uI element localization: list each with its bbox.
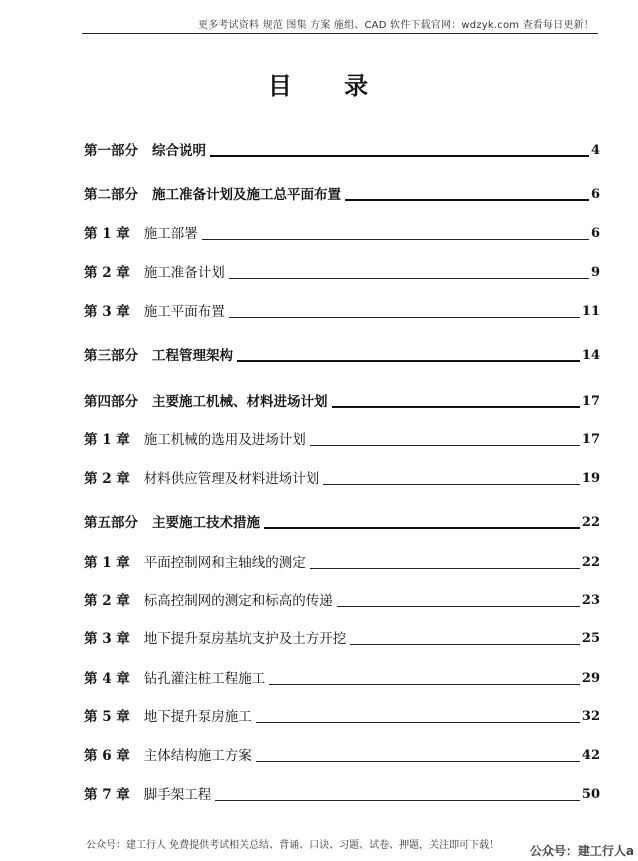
toc-chapter-suffix: 章 [116, 471, 130, 487]
toc-chapter-suffix: 章 [116, 748, 130, 764]
toc-entry-title: 主要施工技术措施 [152, 515, 260, 531]
toc-chapter-suffix: 章 [116, 709, 130, 725]
toc-chapter-suffix: 章 [116, 226, 130, 242]
toc-leader-line [269, 684, 580, 685]
toc-chapter-number: 1 [97, 432, 117, 448]
toc-entry-label [84, 347, 233, 365]
toc-part-number: 第二部分 [84, 187, 138, 203]
toc-page-number: 17 [581, 394, 600, 409]
toc-page-number: 32 [581, 709, 600, 724]
toc-part-entry [84, 142, 600, 160]
toc-leader-line [256, 722, 580, 723]
toc-entry-title: 施工准备计划及施工总平面布置 [152, 187, 341, 203]
toc-part-entry [84, 186, 600, 204]
toc-entry-label [84, 514, 260, 532]
toc-entry-title: 平面控制网和主轴线的测定 [143, 555, 306, 571]
toc-chapter-prefix: 第 [84, 304, 98, 320]
toc-page-number: 50 [581, 787, 600, 802]
toc-chapter-number: 7 [97, 787, 117, 803]
header-note: 更多考试资料 规范 图集 方案 施组、CAD 软件下载官网：wdzyk.com 查看每日更新！ [197, 20, 594, 31]
toc-entry-title: 地下提升泵房基坑支护及土方开挖 [143, 631, 347, 647]
toc-entry-title: 施工部署 [143, 226, 198, 242]
toc-chapter-prefix: 第 [84, 265, 98, 281]
toc-chapter-number: 5 [97, 709, 117, 725]
toc-chapter-number: 2 [97, 593, 117, 609]
toc-leader-line [215, 800, 580, 801]
toc-page-number: 9 [590, 265, 600, 280]
toc-part-entry [84, 347, 600, 365]
footer-note: 公众号：建工行人 免费提供考试相关总结、背诵、口诀、习题、试卷、押题，关注即可下载！ [86, 840, 500, 851]
toc-leader-line [229, 278, 589, 279]
toc-chapter-number: 1 [97, 555, 117, 571]
toc-chapter-suffix: 章 [116, 593, 130, 609]
toc-leader-line [332, 406, 580, 408]
toc-entry-title: 主体结构施工方案 [143, 748, 252, 764]
toc-page-number: 6 [590, 187, 600, 202]
toc-chapter-prefix: 第 [84, 471, 98, 487]
toc-chapter-suffix: 章 [116, 555, 130, 571]
toc-entry-title: 材料供应管理及材料进场计划 [143, 471, 320, 487]
toc-leader-line [229, 317, 580, 318]
toc-chapter-entry [84, 630, 600, 648]
toc-page-number: 22 [581, 555, 600, 570]
toc-part-number: 第四部分 [84, 394, 138, 410]
toc-entry-label [84, 303, 225, 321]
toc-part-number: 第三部分 [84, 348, 138, 364]
toc-chapter-entry [84, 470, 600, 488]
toc-chapter-suffix: 章 [116, 631, 130, 647]
toc-chapter-prefix: 第 [84, 555, 98, 571]
toc-page-number: 6 [590, 226, 600, 241]
toc-page-number: 4 [590, 143, 600, 158]
toc-leader-line [337, 606, 580, 607]
toc-chapter-prefix: 第 [84, 432, 98, 448]
toc-entry-label [84, 393, 328, 411]
toc-chapter-suffix: 章 [116, 787, 130, 803]
toc-chapter-prefix: 第 [84, 593, 98, 609]
toc-entry-title: 施工平面布置 [143, 304, 225, 320]
toc-leader-line [310, 445, 580, 446]
toc-entry-label [84, 592, 333, 610]
toc-chapter-prefix: 第 [84, 631, 98, 647]
toc-chapter-entry [84, 264, 600, 282]
toc-leader-line [256, 761, 580, 762]
toc-chapter-number: 3 [97, 304, 117, 320]
toc-entry-title: 综合说明 [152, 143, 206, 159]
toc-chapter-entry [84, 708, 600, 726]
toc-chapter-number: 4 [97, 671, 117, 687]
toc-entry-title: 钻孔灌注桩工程施工 [143, 671, 266, 687]
toc-chapter-entry [84, 786, 600, 804]
toc-entry-title: 地下提升泵房施工 [143, 709, 252, 725]
toc-chapter-suffix: 章 [116, 304, 130, 320]
toc-page-number: 14 [581, 348, 600, 363]
toc-chapter-number: 2 [97, 265, 117, 281]
toc-leader-line [202, 239, 589, 240]
toc-entry-title: 工程管理架构 [152, 348, 233, 364]
toc-chapter-prefix: 第 [84, 709, 98, 725]
toc-chapter-entry [84, 303, 600, 321]
toc-entry-label [84, 186, 341, 204]
toc-page-number: 22 [581, 515, 600, 530]
toc-page-number: 19 [581, 471, 600, 486]
toc-chapter-prefix: 第 [84, 671, 98, 687]
toc-entry-label [84, 431, 306, 449]
toc-chapter-suffix: 章 [116, 432, 130, 448]
toc-part-entry [84, 514, 600, 532]
toc-chapter-entry [84, 747, 600, 765]
toc-page-number: 23 [581, 593, 600, 608]
toc-entry-label [84, 142, 206, 160]
toc-entry-label [84, 708, 252, 726]
toc-entry-title: 主要施工机械、材料进场计划 [152, 394, 328, 410]
toc-chapter-prefix: 第 [84, 226, 98, 242]
toc-page-number: 25 [581, 631, 600, 646]
toc-chapter-prefix: 第 [84, 787, 98, 803]
toc-entry-title: 施工机械的选用及进场计划 [143, 432, 306, 448]
toc-entry-title: 脚手架工程 [143, 787, 212, 803]
toc-chapter-entry [84, 225, 600, 243]
toc-chapter-entry [84, 670, 600, 688]
toc-part-number: 第一部分 [84, 143, 138, 159]
toc-chapter-number: 2 [97, 471, 117, 487]
toc-part-number: 第五部分 [84, 515, 138, 531]
toc-entry-label [84, 747, 252, 765]
toc-entry-title: 标高控制网的测定和标高的传递 [143, 593, 333, 609]
toc-chapter-entry [84, 592, 600, 610]
toc-leader-line [264, 527, 580, 529]
toc-entry-title: 施工准备计划 [143, 265, 225, 281]
toc-entry-label [84, 670, 265, 688]
toc-leader-line [345, 199, 589, 201]
toc-chapter-suffix: 章 [116, 671, 130, 687]
toc-page-number: 42 [581, 748, 600, 763]
toc-page-number: 11 [581, 304, 600, 319]
toc-leader-line [237, 360, 580, 362]
toc-leader-line [350, 644, 580, 645]
toc-page-number: 17 [581, 432, 600, 447]
header-divider [82, 33, 598, 34]
toc-chapter-number: 6 [97, 748, 117, 764]
page-title: 目 录 [267, 71, 391, 100]
toc-chapter-prefix: 第 [84, 748, 98, 764]
footer-brand: 公众号：建工行人a [529, 844, 634, 858]
toc-page-number: 29 [581, 671, 600, 686]
toc-chapter-number: 3 [97, 631, 117, 647]
toc-entry-label [84, 264, 225, 282]
toc-chapter-number: 1 [97, 226, 117, 242]
toc-chapter-entry [84, 554, 600, 572]
toc-leader-line [210, 155, 589, 157]
toc-chapter-suffix: 章 [116, 265, 130, 281]
toc-entry-label [84, 225, 198, 243]
toc-entry-label [84, 786, 211, 804]
toc-leader-line [310, 568, 580, 569]
toc-entry-label [84, 470, 319, 488]
toc-chapter-entry [84, 431, 600, 449]
toc-leader-line [323, 484, 580, 485]
toc-entry-label [84, 554, 306, 572]
toc-part-entry [84, 393, 600, 411]
toc-entry-label [84, 630, 346, 648]
